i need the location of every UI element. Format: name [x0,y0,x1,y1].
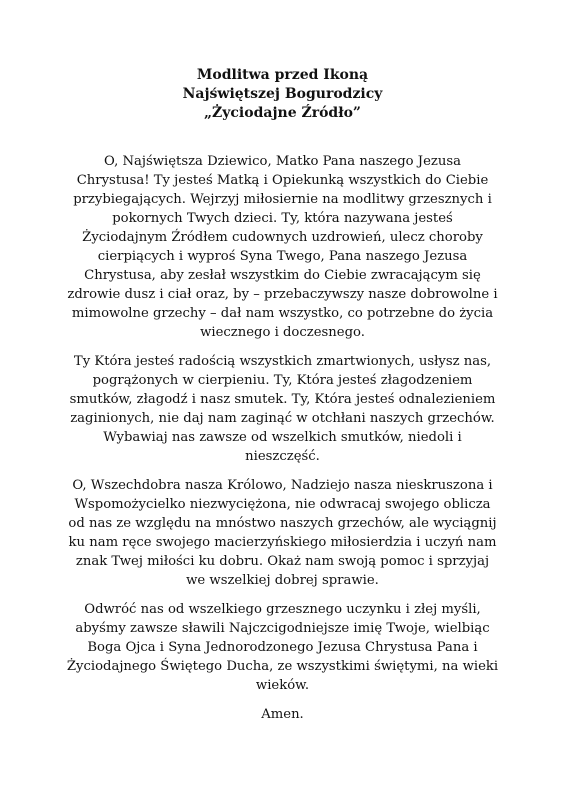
text-line: pokornych Twych dzieci. Ty, która nazywana jesteś [112,211,453,226]
title-line: Modlitwa przed Ikoną [196,67,369,83]
prayer-paragraph-3 [60,476,505,590]
text-line: O, Wszechdobra nasza Królowo, Nadziejo nasza nieskruszona i [72,478,493,493]
prayer-paragraph-1 [60,152,505,342]
text-line: zdrowie dusz i ciał oraz, by – przebaczywszy nasze dobrowolne i [67,287,498,302]
text-line: Wspomożycielko niezwyciężona, nie odwracaj swojego oblicza [74,497,491,512]
text-line: Życiodajnego Świętego Ducha, ze wszystkimi świętymi, na wieki [66,659,499,674]
text-line: smutków, złagodź i nasz smutek. Ty, Która jesteś odnalezieniem [69,392,496,407]
text-line: mimowolne grzechy – dał nam wszystko, co potrzebne do życia [71,306,494,321]
text-line: wiecznego i doczesnego. [200,325,365,340]
text-line: Chrystusa! Ty jesteś Matką i Opiekunką wszystkich do Ciebie [76,173,489,188]
text-line: Wybawiaj nas zawsze od wszelkich smutków, niedoli i [103,430,462,445]
text-line: Ty Która jesteś radością wszystkich zmartwionych, usłysz nas, [73,354,492,369]
text-line: zaginionych, nie daj nam zaginąć w otchłani naszych grzechów. [70,411,495,426]
prayer-closing: Amen. [261,707,304,722]
text-line: przybiegających. Wejrzyj miłosiernie na modlitwy grzesznych i [73,192,492,207]
title-line: „Życiodajne Źródło” [204,105,361,121]
text-line: O, Najświętsza Dziewico, Matko Pana naszego Jezusa [104,154,461,169]
prayer-title [0,66,565,123]
text-line: wieków. [255,678,310,693]
prayer-paragraph-4 [60,600,505,695]
text-line: ku nam ręce swojego macierzyńskiego miłosierdzia i uczyń nam [68,535,497,550]
title-line: Najświętszej Bogurodzicy [182,86,383,102]
text-line: Chrystusa, aby zesłał wszystkim do Ciebie zwracającym się [84,268,481,283]
text-line: cierpiących i wyproś Syna Twego, Pana naszego Jezusa [97,249,468,264]
text-line: nieszczęść. [245,449,320,464]
prayer-paragraph-2 [60,352,505,466]
text-line: Życiodajnym Źródłem cudownych uzdrowień, ulecz choroby [82,230,483,245]
text-line: Boga Ojca i Syna Jednorodzonego Jezusa Chrystusa Pana i [87,640,478,655]
text-line: abyśmy zawsze sławili Najczcigodniejsze imię Twoje, wielbiąc [75,621,490,636]
prayer-body [60,152,505,724]
text-line: we wszelkiej dobrej sprawie. [186,573,379,588]
text-line: znak Twej miłości ku dobru. Okaż nam swoją pomoc i sprzyjaj [75,554,490,569]
text-line: pogrążonych w cierpieniu. Ty, Która jesteś złagodzeniem [92,373,473,388]
text-line: od nas ze względu na mnóstwo naszych grzechów, ale wyciągnij [68,516,497,531]
text-line: Odwróć nas od wszelkiego grzesznego uczynku i złej myśli, [84,602,481,617]
